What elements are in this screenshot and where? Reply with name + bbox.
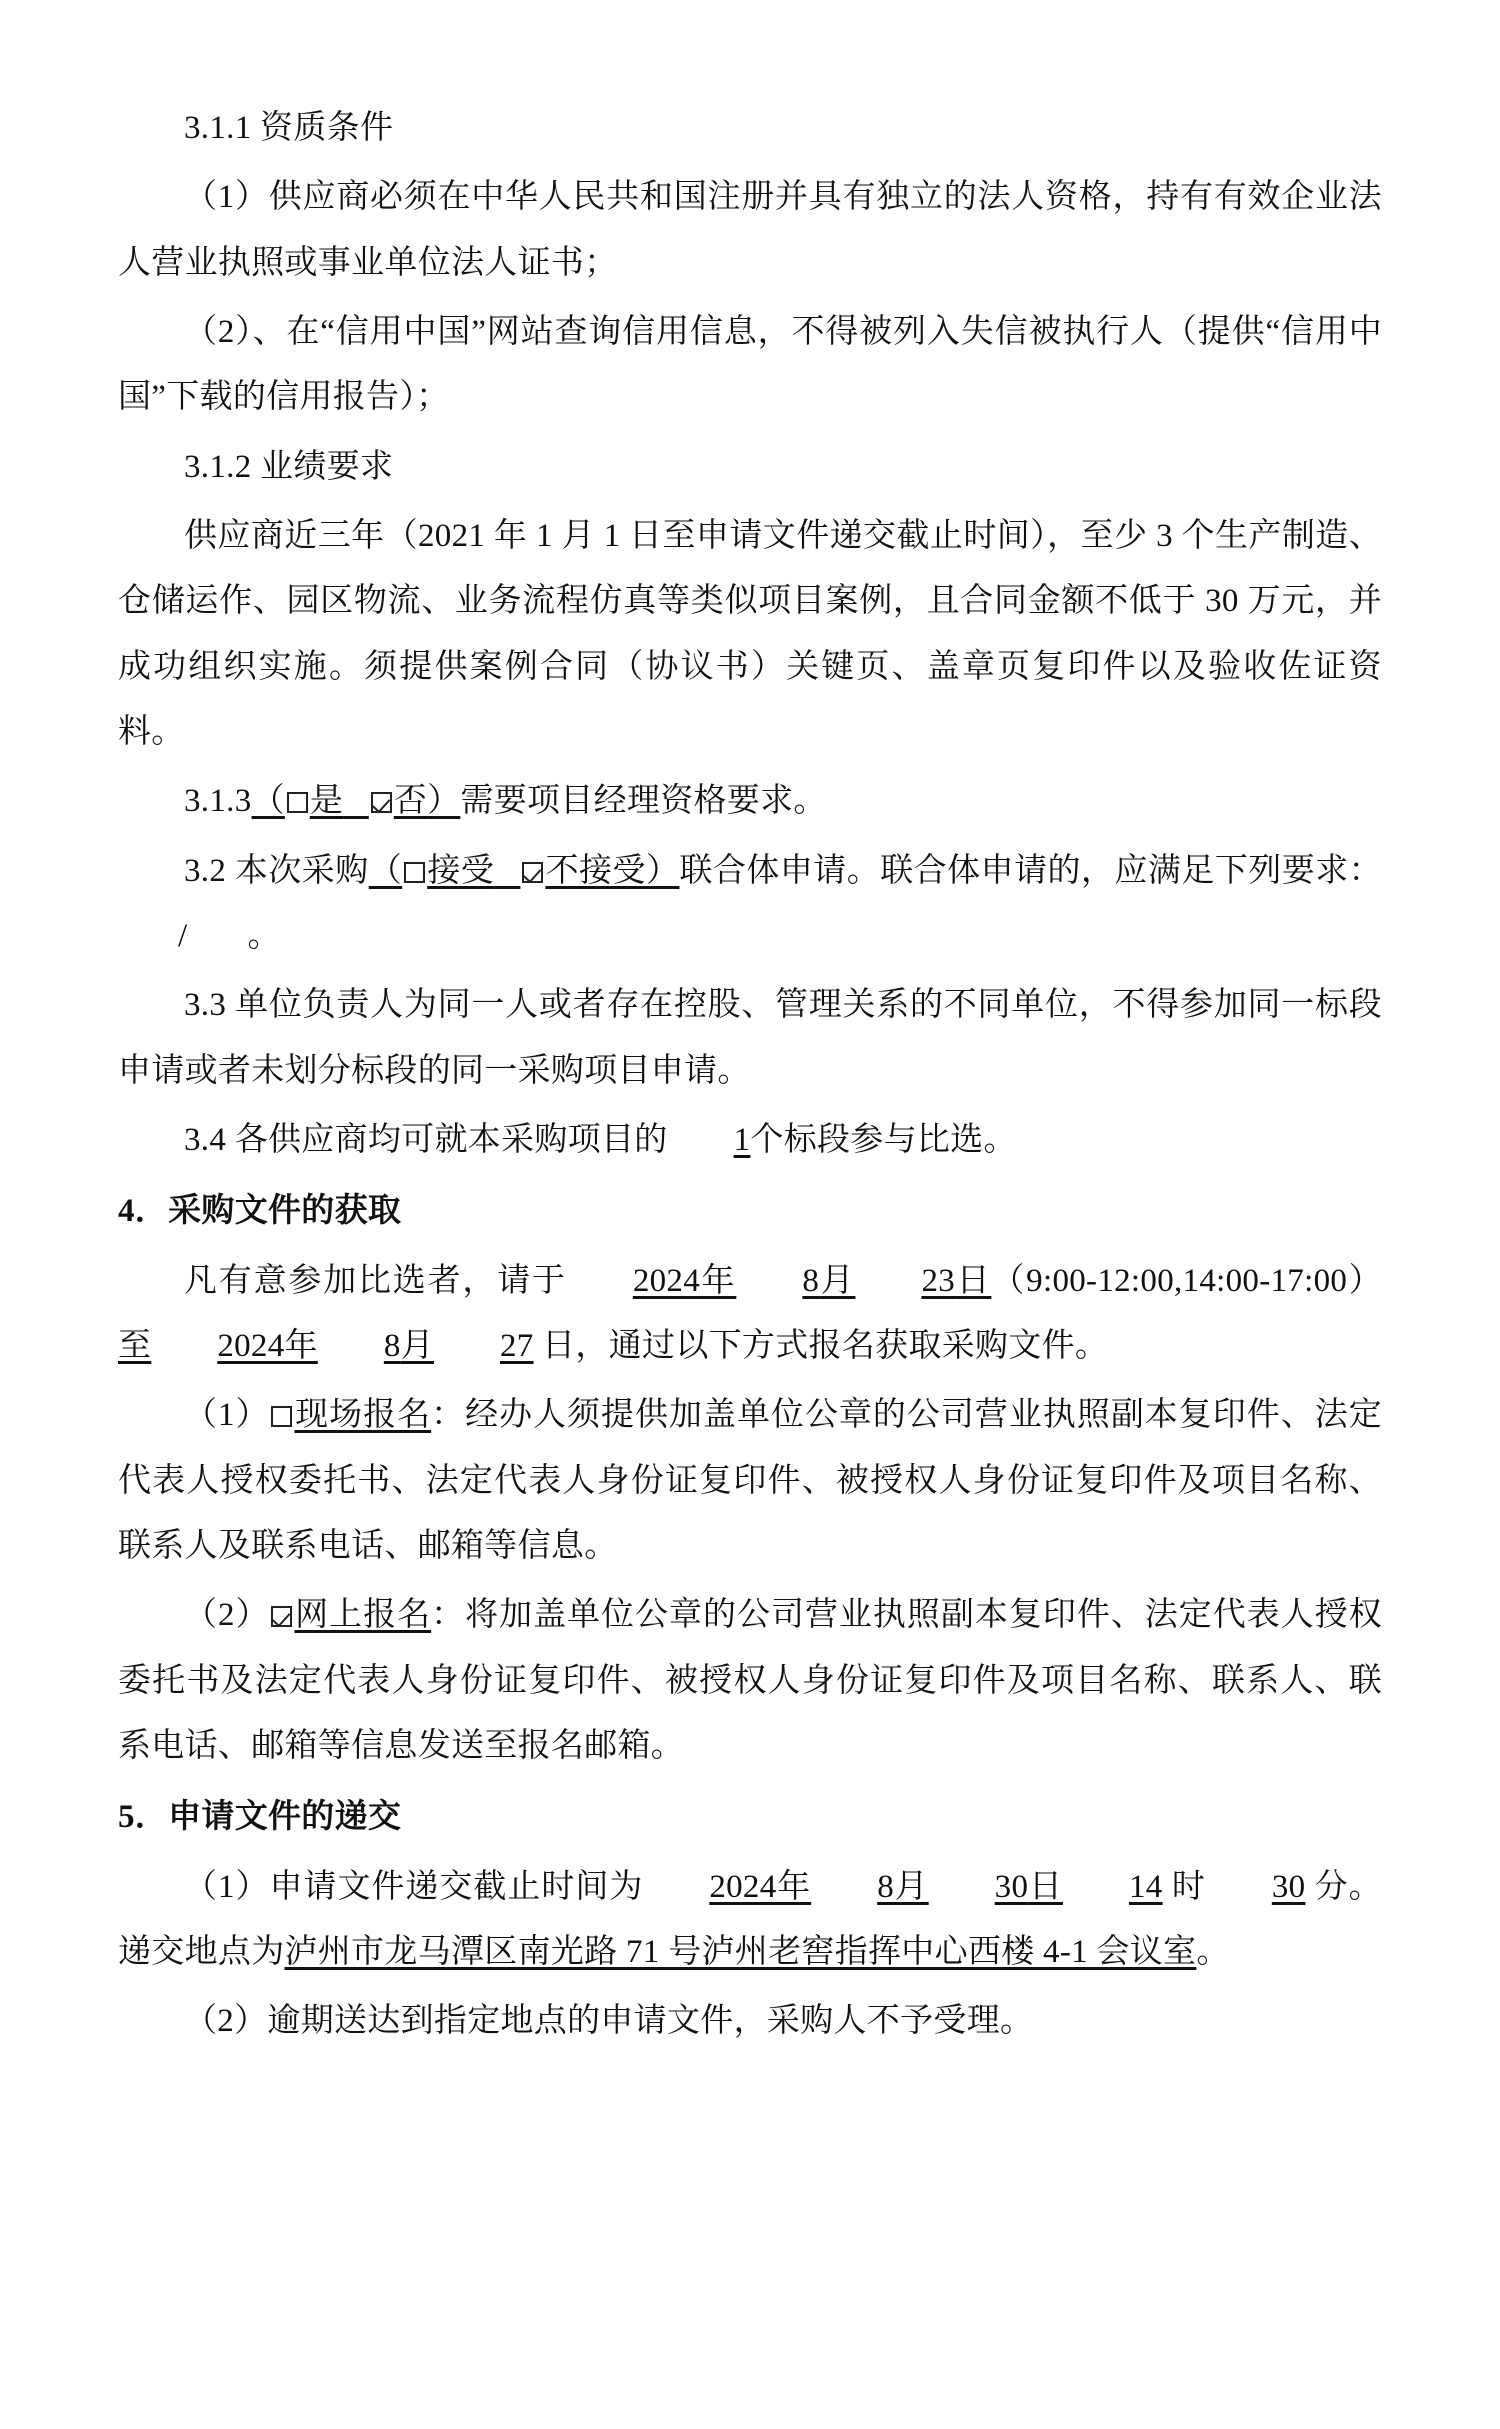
- paragraph-5-1-index: （1）: [184, 1868, 270, 1905]
- paragraph-4-mid: 至: [118, 1327, 152, 1364]
- paragraph-5-1-lead: 申请文件递交截止时间为: [269, 1868, 644, 1905]
- line-3-2-lead: 本次采购: [234, 852, 369, 889]
- paragraph-5-1-mid: 。递交地点为: [118, 1868, 1382, 1970]
- option-onsite-registration-label: 现场报名: [294, 1397, 432, 1434]
- line-3-2-suffix: 联合体申请。联合体申请的，应满足下列要求：: [679, 852, 1382, 889]
- label-month-1: 月: [819, 1262, 856, 1299]
- paragraph-4-lead-text: 凡有意参加比选者，请于: [184, 1262, 567, 1299]
- paragraph-3-1-1-2: （2）、在“信用中国”网站查询信用信息，不得被列入失信被执行人（提供“信用中国”下载的信用报告）；: [118, 313, 1382, 416]
- checkbox-accept-consortium[interactable]: [404, 862, 425, 883]
- checkbox-reject-consortium-label: 不接受: [545, 852, 646, 889]
- label-month-2: 月: [400, 1327, 434, 1364]
- subheading-3-1-2: 3.1.2 业绩要求: [184, 448, 394, 485]
- paragraph-4-2: [118, 1583, 1382, 1779]
- document-body: [118, 96, 1382, 2055]
- label-deadline-hour: 时: [1171, 1868, 1206, 1905]
- label-year-1: 年: [700, 1262, 737, 1299]
- label-deadline-month: 月: [894, 1868, 929, 1905]
- submission-address: 泸州市龙马潭区南光路 71 号泸州老窖指挥中心西楼 4-1 会议室: [284, 1933, 1197, 1970]
- checkbox-no-manager[interactable]: [371, 792, 392, 813]
- clause-number-3-2: 3.2: [184, 852, 227, 889]
- paragraph-3-4: [118, 1108, 1382, 1173]
- checkbox-accept-consortium-label: 接受: [427, 852, 495, 889]
- paragraph-4-1-index: （1）: [184, 1397, 270, 1434]
- option-online-registration-label: 网上报名: [294, 1597, 432, 1634]
- paragraph-3-4-prefix: 3.4 各供应商均可就本采购项目的: [184, 1121, 668, 1158]
- paragraph-3-3: 3.3 单位负责人为同一人或者存在控股、管理关系的不同单位，不得参加同一标段申请或者未划分标段的同一采购项目申请。: [118, 987, 1382, 1089]
- checkbox-group-manager-requirement: （ 是 否）: [251, 783, 461, 820]
- paragraph-5-1-tail: 。: [1196, 1933, 1230, 1970]
- line-3-2-tail: 。: [247, 917, 281, 954]
- paragraph-5-1: [118, 1855, 1382, 1986]
- paragraph-4-tail: 日，通过以下方式报名获取采购文件。: [542, 1327, 1109, 1364]
- label-deadline-day: 日: [1028, 1868, 1063, 1905]
- 获取-start-month[interactable]: 8: [802, 1262, 820, 1299]
- deadline-day[interactable]: 30: [994, 1868, 1029, 1905]
- paragraph-4-lead: [118, 1249, 1382, 1380]
- heading-4: 4．采购文件的获取: [118, 1193, 402, 1230]
- paragraph-3-4-suffix: 个标段参与比选。: [750, 1121, 1017, 1158]
- line-3-1-3: [118, 769, 1382, 834]
- heading-5: 5．申请文件的递交: [118, 1799, 402, 1836]
- 获取-end-day[interactable]: 27: [499, 1327, 534, 1364]
- checkbox-onsite-registration[interactable]: [271, 1406, 292, 1427]
- label-deadline-minute: 分: [1314, 1868, 1349, 1905]
- paragraph-4-2-index: （2）: [184, 1597, 270, 1634]
- paragraph-3-1-1-1: （1）供应商必须在中华人民共和国注册并具有独立的法人资格，持有有效企业法人营业执照或事业单位法人证书；: [118, 179, 1382, 281]
- paragraph-4-1: [118, 1383, 1382, 1579]
- 获取-end-year[interactable]: 2024: [217, 1327, 285, 1364]
- checkbox-yes-manager[interactable]: [287, 792, 308, 813]
- deadline-month[interactable]: 8: [877, 1868, 894, 1905]
- lot-count-blank[interactable]: 1: [733, 1121, 751, 1158]
- paragraph-5-2: （2）逾期送达到指定地点的申请文件，采购人不予受理。: [184, 2003, 1034, 2040]
- deadline-hour[interactable]: 14: [1128, 1868, 1163, 1905]
- line-3-2: 3.2 本次采购（ 接受 不接受）联合体申请。联合体申请的，应满足下列要求：/ 。: [178, 852, 1382, 954]
- clause-number-3-1-3: 3.1.3: [184, 783, 252, 820]
- subheading-3-1-1: 3.1.1 资质条件: [184, 110, 394, 146]
- label-deadline-year: 年: [776, 1868, 812, 1905]
- paragraph-3-1-2-1: 供应商近三年（2021 年 1 月 1 日至申请文件递交截止时间），至少 3 个生产制造、仓储运作、园区物流、业务流程仿真等类似项目案例，且合同金额不低于 30 万元，并成功组织实施。须提供案例合同（协议书）关键页、盖章页复印件以及验收佐证资料。: [118, 517, 1382, 750]
- checkbox-group-consortium: （ 接受 不接受）: [368, 852, 680, 889]
- 获取-start-year[interactable]: 2024: [632, 1262, 701, 1299]
- option-onsite-registration: [269, 1397, 431, 1433]
- label-day-1: 日: [955, 1262, 992, 1299]
- line-3-1-3-suffix: 需要项目经理资格要求。: [460, 783, 827, 820]
- paragraph-4-1-text: ：经办人须提供加盖单位公章的公司营业执照副本复印件、法定代表人授权委托书、法定代表人身份证复印件、被授权人身份证复印件及项目名称、联系人及联系电话、邮箱等信息。: [118, 1397, 1383, 1564]
- checkbox-reject-consortium[interactable]: [522, 862, 543, 883]
- 获取-end-month[interactable]: 8: [383, 1327, 401, 1364]
- option-online-registration: [269, 1597, 431, 1633]
- checkbox-online-registration[interactable]: [271, 1606, 292, 1627]
- deadline-year[interactable]: 2024: [709, 1868, 777, 1905]
- checkbox-yes-manager-label: 是: [309, 783, 344, 820]
- 获取-start-day[interactable]: 23: [921, 1262, 956, 1299]
- label-year-2: 年: [284, 1327, 318, 1364]
- deadline-minute[interactable]: 30: [1271, 1868, 1306, 1905]
- paragraph-4-2-text: ：将加盖单位公章的公司营业执照副本复印件、法定代表人授权委托书及法定代表人身份证复印件、被授权人身份证复印件及项目名称、联系人、联系电话、邮箱等信息发送至报名邮箱。: [118, 1597, 1383, 1764]
- checkbox-no-manager-label: 否: [393, 783, 428, 820]
- 获取-time-range: （9:00-12:00,14:00-17:00）: [991, 1262, 1382, 1299]
